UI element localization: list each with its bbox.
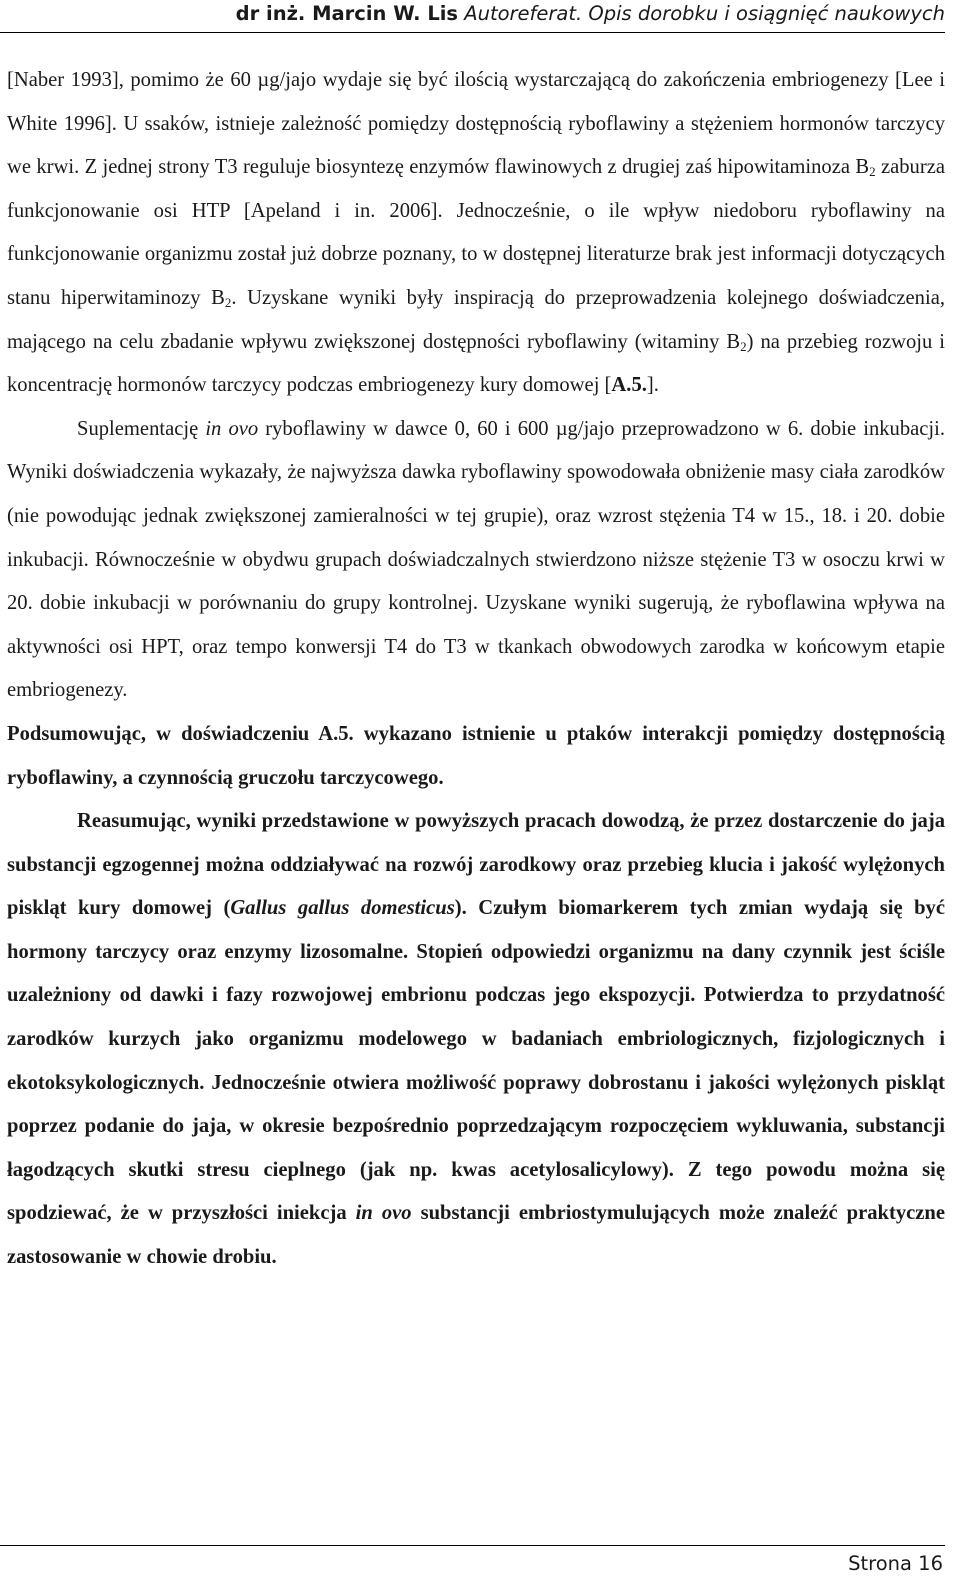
- p1-subscript-1: 2: [869, 164, 876, 180]
- paragraph-3-summary: Podsumowując, w doświadczeniu A.5. wykazano istnienie u ptaków interakcji pomiędzy dostępnością ryboflawiny, a czynnością gruczołu tarczycowego.: [7, 722, 945, 789]
- p4-text-1: Reasumując, wyniki przedstawione w powyższych pracach dowodzą, że przez dostarczenie do jaja substancji egzogennej można oddziaływać na rozwój zarodkowy oraz przebieg klucia i jakość wylężonych piskląt kury domowej (: [7, 810, 945, 920]
- header-title: Autoreferat. Opis dorobku i osiągnięć naukowych: [464, 2, 945, 25]
- p1-subscript-3: 2: [740, 338, 747, 354]
- p4-text-2: ). Czułym biomarkerem tych zmian wydają się być hormony tarczycy oraz enzymy lizosomalne. Stopień odpowiedzi organizmu na dany czynnik jest ściśle uzależniony od dawki i fazy rozwojowej embrionu podczas jego ekspozycji. Potwierdza to przydatność zarodków kurzych jako organizmu modelowego w badaniach embriologicznych, fizjologicznych i ekotoksykologicznych. Jednocześnie otwiera możliwość poprawy dobrostanu i jakości wylężonych piskląt poprzez podanie do jaja, w okresie bezpośrednio poprzedzającym rozpoczęciem wykluwania, substancji łagodzących skutki stresu cieplnego (jak np. kwas acetylosalicylowy). Z tego powodu można się spodziewać, że w przyszłości iniekcja: [7, 897, 945, 1225]
- header-text: [236, 2, 945, 25]
- header-author: dr inż. Marcin W. Lis: [235, 2, 459, 25]
- page-header: [0, 0, 945, 33]
- paragraph-1: [7, 59, 945, 408]
- p1-text-1: [Naber 1993], pomimo że 60 µg/jajo wydaje się być ilością wystarczającą do zakończenia embriogenezy [Lee i White 1996]. U ssaków, istnieje zależność pomiędzy dostępnością ryboflawiny a stężeniem hormonów tarczycy we krwi. Z jednej strony T3 reguluje biosyntezę enzymów flawinowych z drugiej zaś hipowitaminoza B: [7, 69, 945, 179]
- paragraph-2: [7, 408, 945, 713]
- p4-text-3: substancji embriostymulujących może znaleźć praktyczne zastosowanie w chowie drobiu.: [7, 1202, 945, 1269]
- p1-subscript-2: 2: [224, 294, 232, 310]
- p1-text-4: ) na przebieg rozwoju i koncentrację hormonów tarczycy podczas embriogenezy kury domowej [: [7, 330, 945, 397]
- p1-reference: A.5.: [611, 374, 647, 397]
- p2-text-1: Suplementację: [77, 417, 206, 440]
- p1-text-2: zaburza funkcjonowanie osi HTP [Apeland i in. 2006]. Jednocześnie, o ile wpływ niedoboru ryboflawiny na funkcjonowanie organizmu został już dobrze poznany, to w dostępnej literaturze brak jest informacji dotyczących stanu hiperwitaminozy B: [7, 156, 945, 309]
- document-body: [7, 59, 945, 1280]
- p1-text-3: . Uzyskane wyniki były inspiracją do przeprowadzenia kolejnego doświadczenia, mającego na celu zbadanie wpływu zwiększonej dostępności ryboflawiny (witaminy B: [7, 286, 945, 353]
- p2-text-2: ryboflawiny w dawce 0, 60 i 600 µg/jajo przeprowadzono w 6. dobie inkubacji. Wyniki doświadczenia wykazały, że najwyższa dawka ryboflawiny spowodowała obniżenie masy ciała zarodków (nie powodując jednak zwiększonej zamieralności w tej grupie), oraz wzrost stężenia T4 w 15., 18. i 20. dobie inkubacji. Równocześnie w obydwu grupach doświadczalnych stwierdzono niższe stężenie T3 w osoczu krwi w 20. dobie inkubacji w porównaniu do grupy kontrolnej. Uzyskane wyniki sugerują, że ryboflawina wpływa na aktywności osi HPT, oraz tempo konwersji T4 do T3 w tkankach obwodowych zarodka w końcowym etapie embriogenezy.: [7, 417, 946, 702]
- p4-italic-2: in ovo: [355, 1202, 412, 1225]
- page-footer: [0, 1545, 945, 1585]
- page-number: Strona 16: [848, 1552, 943, 1575]
- p4-italic-1: Gallus gallus domesticus: [230, 897, 455, 920]
- p2-italic-1: in ovo: [205, 417, 259, 440]
- p1-text-5: ].: [646, 374, 659, 397]
- paragraph-4-conclusion: [7, 800, 945, 1280]
